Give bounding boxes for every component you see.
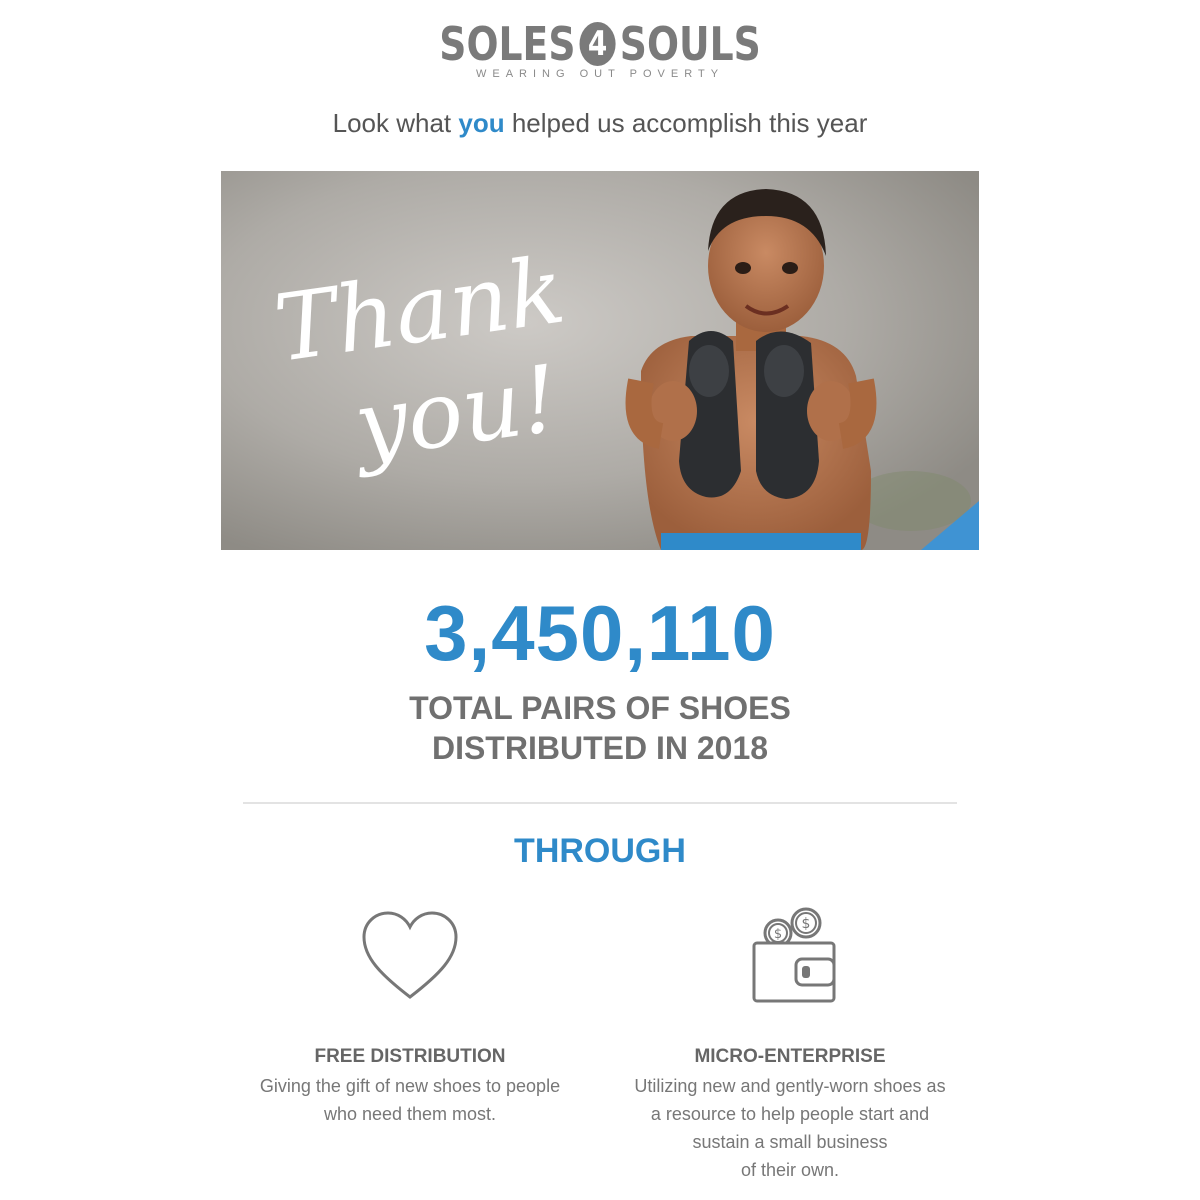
hero-image	[221, 171, 979, 550]
intro-highlight: you	[458, 108, 505, 138]
feature-title: MICRO-ENTERPRISE	[694, 1046, 886, 1067]
total-pairs-number: 3,450,110	[424, 589, 776, 677]
intro-after: helped us accomplish this year	[504, 108, 868, 138]
logo	[0, 18, 1200, 80]
feature-micro-enterprise	[600, 900, 980, 1184]
stat-caption	[0, 688, 1200, 768]
stat-caption-line2: DISTRIBUTED IN 2018	[431, 730, 769, 766]
wallet-coins-icon	[600, 900, 980, 1010]
feature-description-line: who need them most.	[323, 1104, 497, 1124]
feature-description-line: Utilizing new and gently-worn shoes as	[634, 1076, 946, 1096]
feature-description-line: a resource to help people start and	[650, 1104, 930, 1124]
feature-description-line: of their own.	[740, 1160, 840, 1180]
intro-before: Look what	[332, 108, 459, 138]
svg-text:$: $	[801, 916, 811, 932]
thank-text: Thank	[268, 236, 571, 383]
feature-description-line: sustain a small business	[692, 1132, 888, 1152]
intro-text	[0, 108, 1200, 139]
stat-caption-line1: TOTAL PAIRS OF SHOES	[409, 690, 791, 726]
divider	[243, 802, 957, 804]
thank-you-script	[221, 171, 621, 550]
logo-left: SOLES	[439, 17, 576, 71]
logo-tagline: WEARING OUT POVERTY	[475, 68, 725, 80]
feature-title: FREE DISTRIBUTION	[314, 1046, 506, 1067]
logo-right: SOULS	[619, 17, 761, 71]
section-heading: THROUGH	[514, 832, 686, 870]
feature-description-line: Giving the gift of new shoes to people	[259, 1076, 561, 1096]
feature-description	[600, 1072, 980, 1184]
heart-icon	[220, 900, 600, 1010]
you-text: you!	[348, 345, 565, 480]
feature-free-distribution	[220, 900, 600, 1128]
feature-description	[220, 1072, 600, 1128]
svg-text:$: $	[773, 927, 783, 942]
logo-badge: 4	[580, 22, 616, 66]
logo-wordmark	[439, 18, 761, 70]
